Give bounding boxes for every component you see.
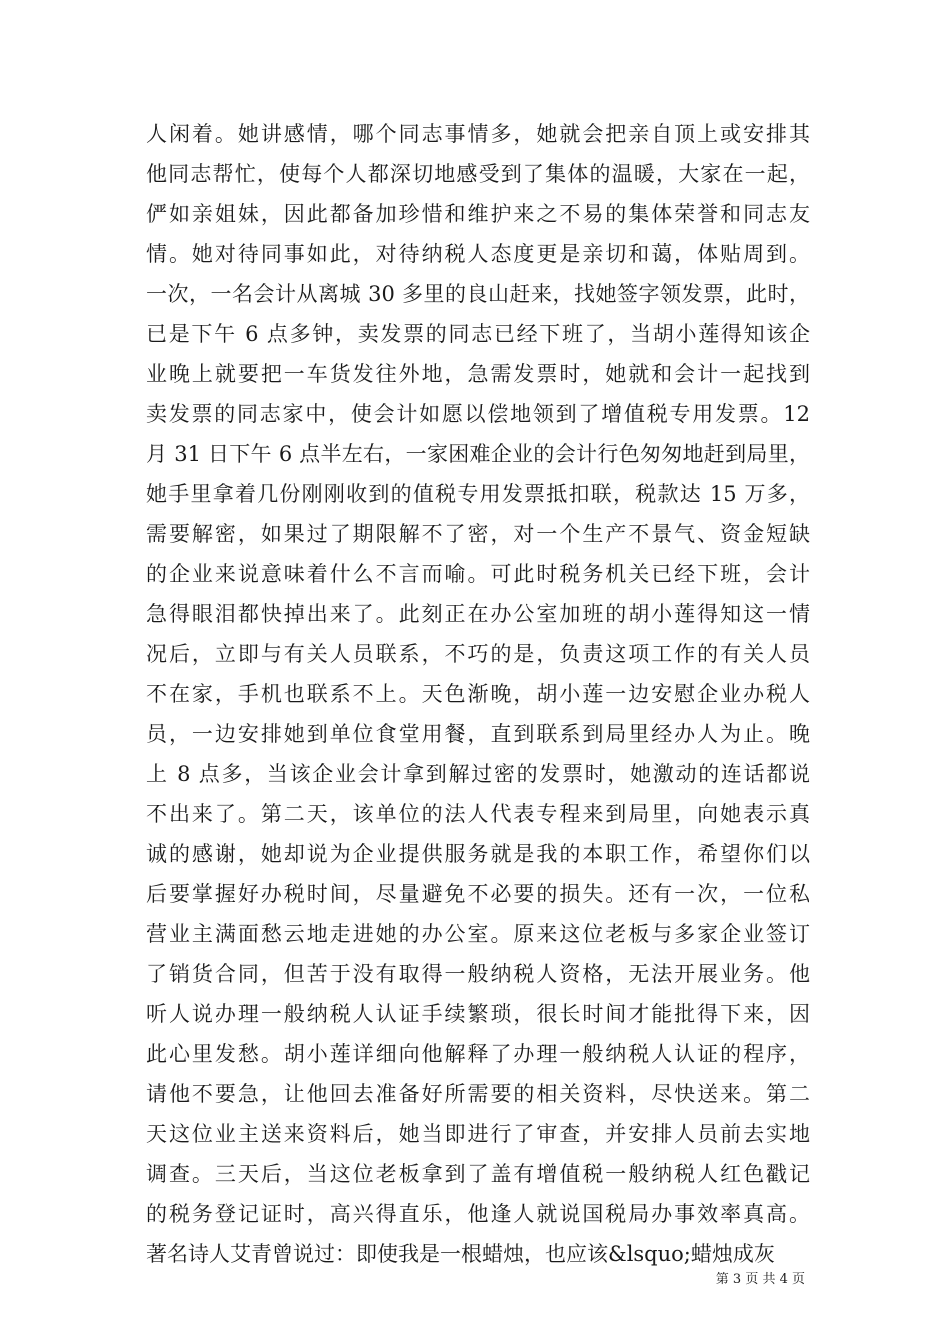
text-line: 的企业来说意味着什么不言而喻。可此时税务机关已经下班，会计 bbox=[146, 562, 810, 586]
text-line: 需要解密，如果过了期限解不了密，对一个生产不景气、资金短缺 bbox=[146, 522, 810, 546]
text-line: 业晚上就要把一车货发往外地，急需发票时，她就和会计一起找到 bbox=[146, 362, 810, 386]
text-line: 员，一边安排她到单位食堂用餐，直到联系到局里经办人为止。晚 bbox=[146, 722, 810, 746]
text-line: 人闲着。她讲感情，哪个同志事情多，她就会把亲自顶上或安排其 bbox=[146, 122, 810, 146]
text-line: 诚的感谢，她却说为企业提供服务就是我的本职工作，希望你们以 bbox=[146, 842, 810, 866]
text-line: 她手里拿着几份刚刚收到的值税专用发票抵扣联，税款达 15 万多， bbox=[146, 482, 810, 506]
text-line: 了销货合同，但苦于没有取得一般纳税人资格，无法开展业务。他 bbox=[146, 962, 810, 986]
text-line: 的税务登记证时，高兴得直乐，他逢人就说国税局办事效率真高。 bbox=[146, 1202, 810, 1226]
text-line: 情。她对待同事如此，对待纳税人态度更是亲切和蔼，体贴周到。 bbox=[146, 242, 810, 266]
text-line: 营业主满面愁云地走进她的办公室。原来这位老板与多家企业签订 bbox=[146, 922, 810, 946]
text-line: 听人说办理一般纳税人认证手续繁琐，很长时间才能批得下来，因 bbox=[146, 1002, 810, 1026]
text-line: 不在家，手机也联系不上。天色渐晚，胡小莲一边安慰企业办税人 bbox=[146, 682, 810, 706]
text-line: 俨如亲姐妹，因此都备加珍惜和维护来之不易的集体荣誉和同志友 bbox=[146, 202, 810, 226]
text-line: 况后，立即与有关人员联系，不巧的是，负责这项工作的有关人员 bbox=[146, 642, 810, 666]
text-line: 上 8 点多，当该企业会计拿到解过密的发票时，她激动的连话都说 bbox=[146, 762, 810, 786]
body-text bbox=[146, 114, 810, 1274]
text-line: 一次，一名会计从离城 30 多里的良山赶来，找她签字领发票，此时， bbox=[146, 282, 810, 306]
text-line: 请他不要急，让他回去准备好所需要的相关资料，尽快送来。第二 bbox=[146, 1082, 810, 1106]
text-line: 后要掌握好办税时间，尽量避免不必要的损失。还有一次，一位私 bbox=[146, 882, 810, 906]
text-line: 月 31 日下午 6 点半左右，一家困难企业的会计行色匆匆地赶到局里， bbox=[146, 442, 810, 466]
text-line: 他同志帮忙，使每个人都深切地感受到了集体的温暖，大家在一起， bbox=[146, 162, 810, 186]
text-line: 此心里发愁。胡小莲详细向他解释了办理一般纳税人认证的程序， bbox=[146, 1042, 810, 1066]
text-line: 不出来了。第二天，该单位的法人代表专程来到局里，向她表示真 bbox=[146, 802, 810, 826]
text-line: 著名诗人艾青曾说过：即使我是一根蜡烛，也应该&lsquo;蜡烛成灰 bbox=[146, 1242, 775, 1266]
text-line: 已是下午 6 点多钟，卖发票的同志已经下班了，当胡小莲得知该企 bbox=[146, 322, 810, 346]
page-number-footer: 第 3 页 共 4 页 bbox=[715, 1272, 805, 1287]
text-line: 调查。三天后，当这位老板拿到了盖有增值税一般纳税人红色戳记 bbox=[146, 1162, 810, 1186]
text-line: 急得眼泪都快掉出来了。此刻正在办公室加班的胡小莲得知这一情 bbox=[146, 602, 810, 626]
text-line: 卖发票的同志家中，使会计如愿以偿地领到了增值税专用发票。12 bbox=[146, 402, 810, 426]
text-line: 天这位业主送来资料后，她当即进行了审查，并安排人员前去实地 bbox=[146, 1122, 810, 1146]
